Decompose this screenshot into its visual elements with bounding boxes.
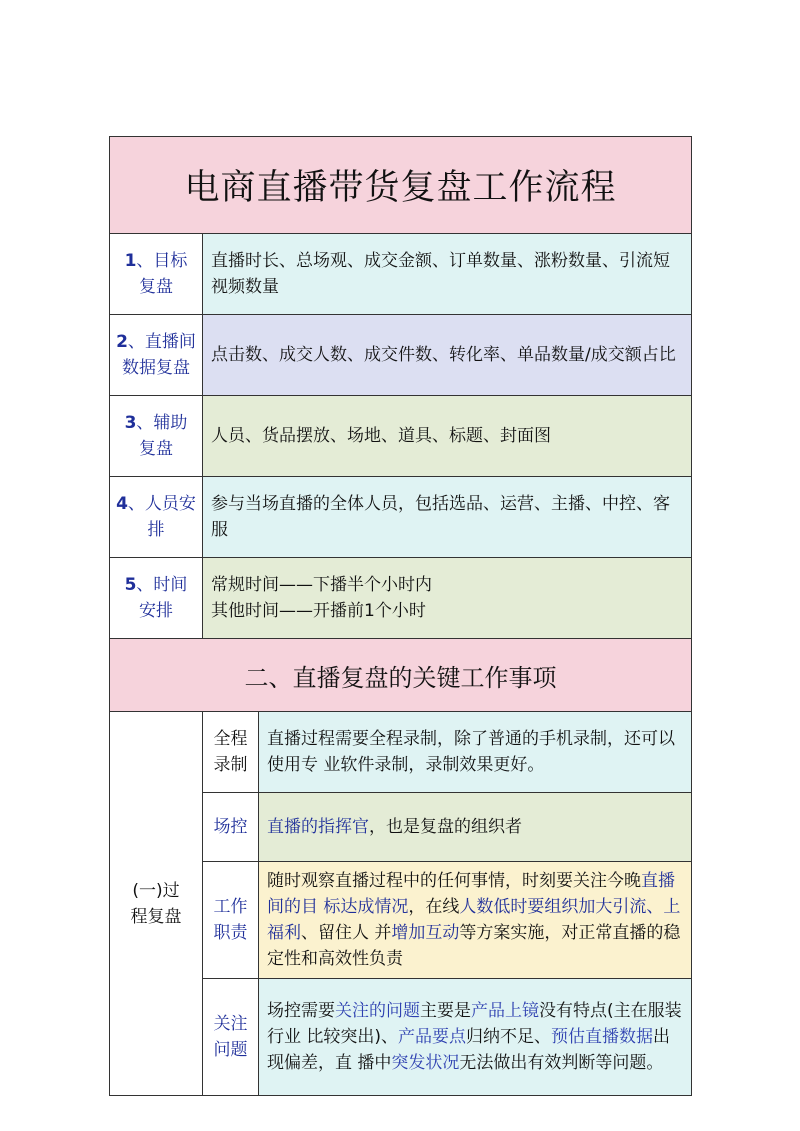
workflow-sheet [109, 136, 691, 1096]
content-duties: 随时观察直播过程中的任何事情，时刻要关注今晚直播间的目 标达成情况，在线人数低时要组织加大引流、上福利、留住人 并增加互动等方案实施，对正常直播的稳定性和高效性负责 [259, 862, 692, 979]
row-label-aux: 3、辅助 复盘 [110, 396, 203, 477]
row-content-goal: 直播时长、总场观、成交金额、订单数量、涨粉数量、引流短视频数量 [203, 234, 692, 315]
row-content-aux: 人员、货品摆放、场地、道具、标题、封面图 [203, 396, 692, 477]
sub-label-issues: 关注 问题 [203, 979, 259, 1096]
row-label-time: 5、时间 安排 [110, 558, 203, 639]
content-issues: 场控需要关注的问题主要是产品上镜没有特点(主在服装行业 比较突出)、产品要点归纳不足、预估直播数据出现偏差，直 播中突发状况无法做出有效判断等问题。 [259, 979, 692, 1096]
row-content-staff: 参与当场直播的全体人员，包括选品、运营、主播、中控、客服 [203, 477, 692, 558]
workflow-table [109, 136, 692, 1096]
content-control: 直播的指挥官，也是复盘的组织者 [259, 793, 692, 862]
row-label-staff: 4、人员安 排 [110, 477, 203, 558]
row-content-time: 常规时间——下播半个小时内 其他时间——开播前1个小时 [203, 558, 692, 639]
page-title: 电商直播带货复盘工作流程 [110, 137, 692, 234]
sub-label-control: 场控 [203, 793, 259, 862]
group-label-process: (一)过 程复盘 [110, 712, 203, 1096]
content-recording: 直播过程需要全程录制，除了普通的手机录制，还可以使用专 业软件录制，录制效果更好。 [259, 712, 692, 793]
sub-label-duties: 工作 职责 [203, 862, 259, 979]
row-content-data: 点击数、成交人数、成交件数、转化率、单品数量/成交额占比 [203, 315, 692, 396]
row-label-goal: 1、目标 复盘 [110, 234, 203, 315]
section-title: 二、直播复盘的关键工作事项 [110, 639, 692, 712]
row-label-data: 2、直播间 数据复盘 [110, 315, 203, 396]
sub-label-recording: 全程 录制 [203, 712, 259, 793]
